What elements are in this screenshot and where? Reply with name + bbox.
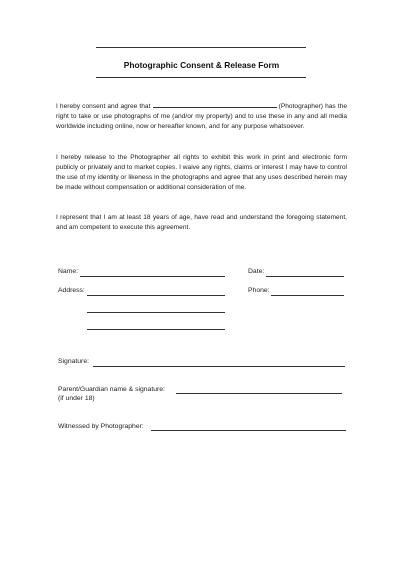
phone-field[interactable] xyxy=(271,295,344,296)
title-divider xyxy=(96,77,306,78)
guardian-field[interactable] xyxy=(176,393,342,394)
address-field-line-1[interactable] xyxy=(87,295,225,296)
guardian-note: (if under 18) xyxy=(58,395,95,402)
address-label: Address: xyxy=(58,287,85,294)
date-field[interactable] xyxy=(266,276,344,277)
phone-label: Phone: xyxy=(248,287,270,294)
address-field-line-2[interactable] xyxy=(87,312,225,313)
age-paragraph: I represent that I am at least 18 years of age, have read and understand the foregoing statement, and am competent to execute this agreement. xyxy=(56,214,347,231)
date-label: Date: xyxy=(248,268,265,275)
name-label: Name: xyxy=(58,268,79,275)
signature-field[interactable] xyxy=(93,366,345,367)
witness-label: Witnessed by Photographer: xyxy=(58,423,144,430)
consent-text-start: I hereby consent and agree that xyxy=(56,103,151,110)
release-paragraph: I hereby release to the Photographer all rights to exhibit this work in print and electronic form publicly or privately and to market copies. I waive any rights, claims or interest I may have to control the use of my identity or likeness in the photographs and agree that any uses described herein may be made without compensation or additional consideration of me. xyxy=(56,154,347,191)
guardian-label: Parent/Guardian name & signature: xyxy=(58,386,165,393)
consent-paragraph xyxy=(56,100,347,132)
top-divider xyxy=(96,47,306,48)
form-title: Photographic Consent & Release Form xyxy=(123,60,280,70)
signature-label: Signature: xyxy=(58,358,89,365)
name-field[interactable] xyxy=(80,276,225,277)
address-field-line-3[interactable] xyxy=(87,329,225,330)
witness-field[interactable] xyxy=(151,430,346,431)
photographer-name-field[interactable] xyxy=(153,100,277,108)
consent-text-end: (Photographer) has the right to take or use photographs of me (and/or my property) and to use these in any and all media worldwide including online, now or hereafter known, and for any purpose whatsoever. xyxy=(56,103,347,130)
